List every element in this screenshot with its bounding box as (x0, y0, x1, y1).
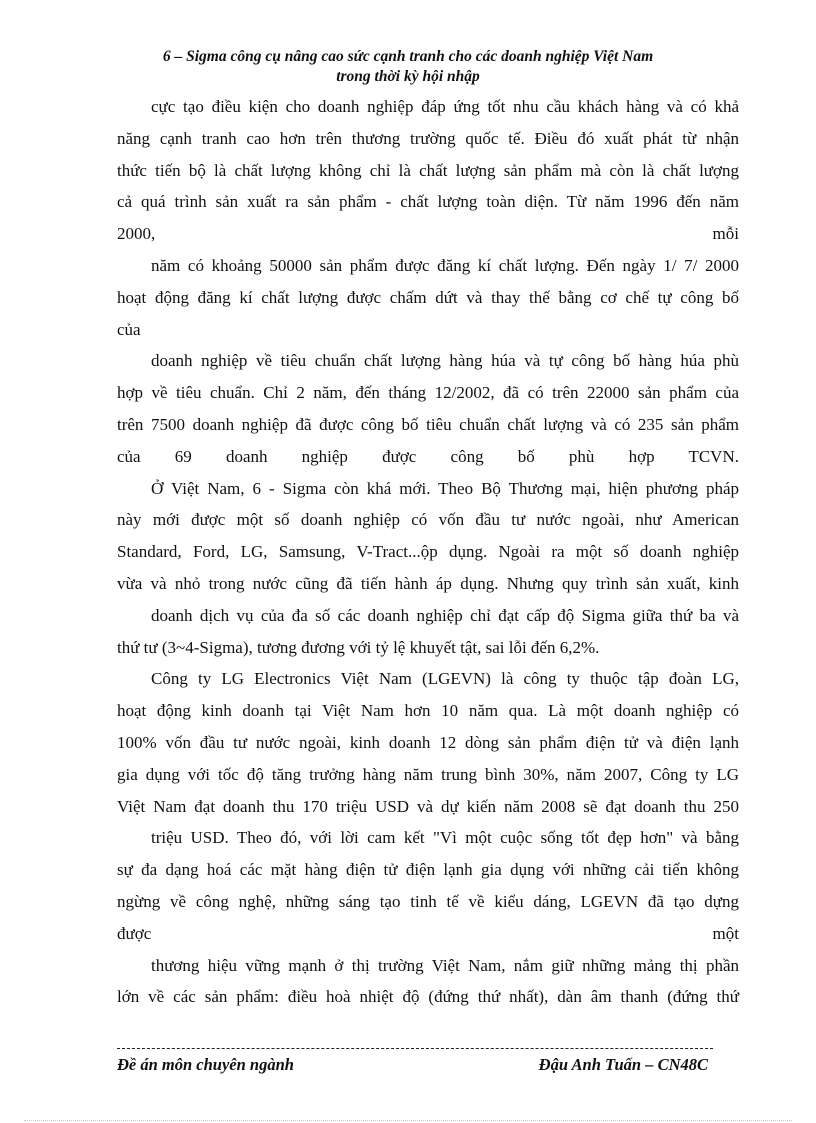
text-line: hoạt động kinh doanh tại Việt Nam hơn 10 năm qua. Là một doanh nghiệp có (117, 701, 739, 721)
text-line: được một (117, 923, 739, 943)
text-line: trên 7500 doanh nghiệp đã được công bố tiêu chuẩn chất lượng và có 235 sản phẩm (117, 414, 739, 434)
footer-rule (117, 1048, 713, 1049)
body-text (117, 91, 739, 1013)
text-line: ngừng về công nghệ, những sáng tạo tinh tế về kiểu dáng, LGEVN đã tạo dựng (117, 891, 739, 911)
page-edge-divider (24, 1120, 792, 1121)
text-line: hoạt động đăng kí chất lượng được chấm dứt và thay thế bằng cơ chế tự công bố (117, 287, 739, 307)
text-line: Việt Nam đạt doanh thu 170 triệu USD và dự kiến năm 2008 sẽ đạt doanh thu 250 (117, 796, 739, 816)
text-line: thương hiệu vững mạnh ở thị trường Việt Nam, nắm giữ những mảng thị phần (151, 955, 739, 975)
text-line: cực tạo điều kiện cho doanh nghiệp đáp ứng tốt nhu cầu khách hàng và có khả (151, 97, 739, 116)
text-line: gia dụng với tốc độ tăng trưởng hàng năm trung bình 30%, năm 2007, Công ty LG (117, 764, 739, 784)
header-title-line-1: 6 – Sigma công cụ nâng cao sức cạnh tranh cho các doanh nghiệp Việt Nam (162, 48, 654, 65)
text-line: Công ty LG Electronics Việt Nam (LGEVN) là công ty thuộc tập đoàn LG, (151, 669, 739, 689)
text-line: cả quá trình sản xuất ra sản phẩm - chất lượng toàn diện. Từ năm 1996 đến năm (117, 192, 739, 212)
text-line: 100% vốn đầu tư nước ngoài, kinh doanh 12 dòng sản phẩm điện tử và điện lạnh (117, 732, 739, 752)
text-line: năng cạnh tranh cao hơn trên thương trường quốc tế. Điều đó xuất phát từ nhận (117, 128, 739, 148)
text-line: của (117, 319, 141, 339)
text-line: năm có khoảng 50000 sản phẩm được đăng kí chất lượng. Đến ngày 1/ 7/ 2000 (151, 255, 739, 275)
text-line: vừa và nhỏ trong nước cũng đã tiến hành áp dụng. Nhưng quy trình sản xuất, kinh (117, 573, 739, 593)
footer-course-title: Đề án môn chuyên ngành (117, 1055, 294, 1074)
text-line: của 69 doanh nghiệp được công bố phù hợp TCVN. (117, 446, 739, 466)
text-line: thức tiến bộ là chất lượng không chỉ là chất lượng sản phẩm mà còn là chất lượng (117, 160, 739, 180)
text-line: 2000, mỗi (117, 224, 739, 244)
header-title-line-2: trong thời kỳ hội nhập (336, 68, 480, 85)
text-line: doanh nghiệp về tiêu chuẩn chất lượng hàng húa và tự công bố hàng húa phù (151, 351, 739, 371)
text-line: triệu USD. Theo đó, với lời cam kết "Vì một cuộc sống tốt đẹp hơn" và bằng (151, 828, 739, 848)
text-line: hợp về tiêu chuẩn. Chỉ 2 năm, đến tháng 12/2002, đã có trên 22000 sản phẩm của (117, 383, 739, 403)
footer-author: Đậu Anh Tuấn – CN48C (538, 1055, 708, 1074)
running-header (100, 47, 716, 87)
text-line: Standard, Ford, LG, Samsung, V-Tract...ộp dụng. Ngoài ra một số doanh nghiệp (117, 542, 739, 562)
text-line: sự đa dạng hoá các mặt hàng điện tử điện lạnh gia dụng với những cải tiến không (117, 860, 739, 880)
text-line: Ở Việt Nam, 6 - Sigma còn khá mới. Theo Bộ Thương mại, hiện phương pháp (151, 478, 739, 498)
text-line: này mới được một số doanh nghiệp có vốn đầu tư nước ngoài, như American (117, 510, 739, 530)
text-line: thứ tư (3~4-Sigma), tương đương với tỷ lệ khuyết tật, sai lỗi đến 6,2%. (117, 637, 600, 657)
text-line: doanh dịch vụ của đa số các doanh nghiệp chỉ đạt cấp độ Sigma giữa thứ ba và (151, 605, 739, 625)
text-line: lớn về các sản phẩm: điều hoà nhiệt độ (đứng thứ nhất), dàn âm thanh (đứng thứ (117, 987, 739, 1007)
running-footer (117, 1054, 708, 1076)
